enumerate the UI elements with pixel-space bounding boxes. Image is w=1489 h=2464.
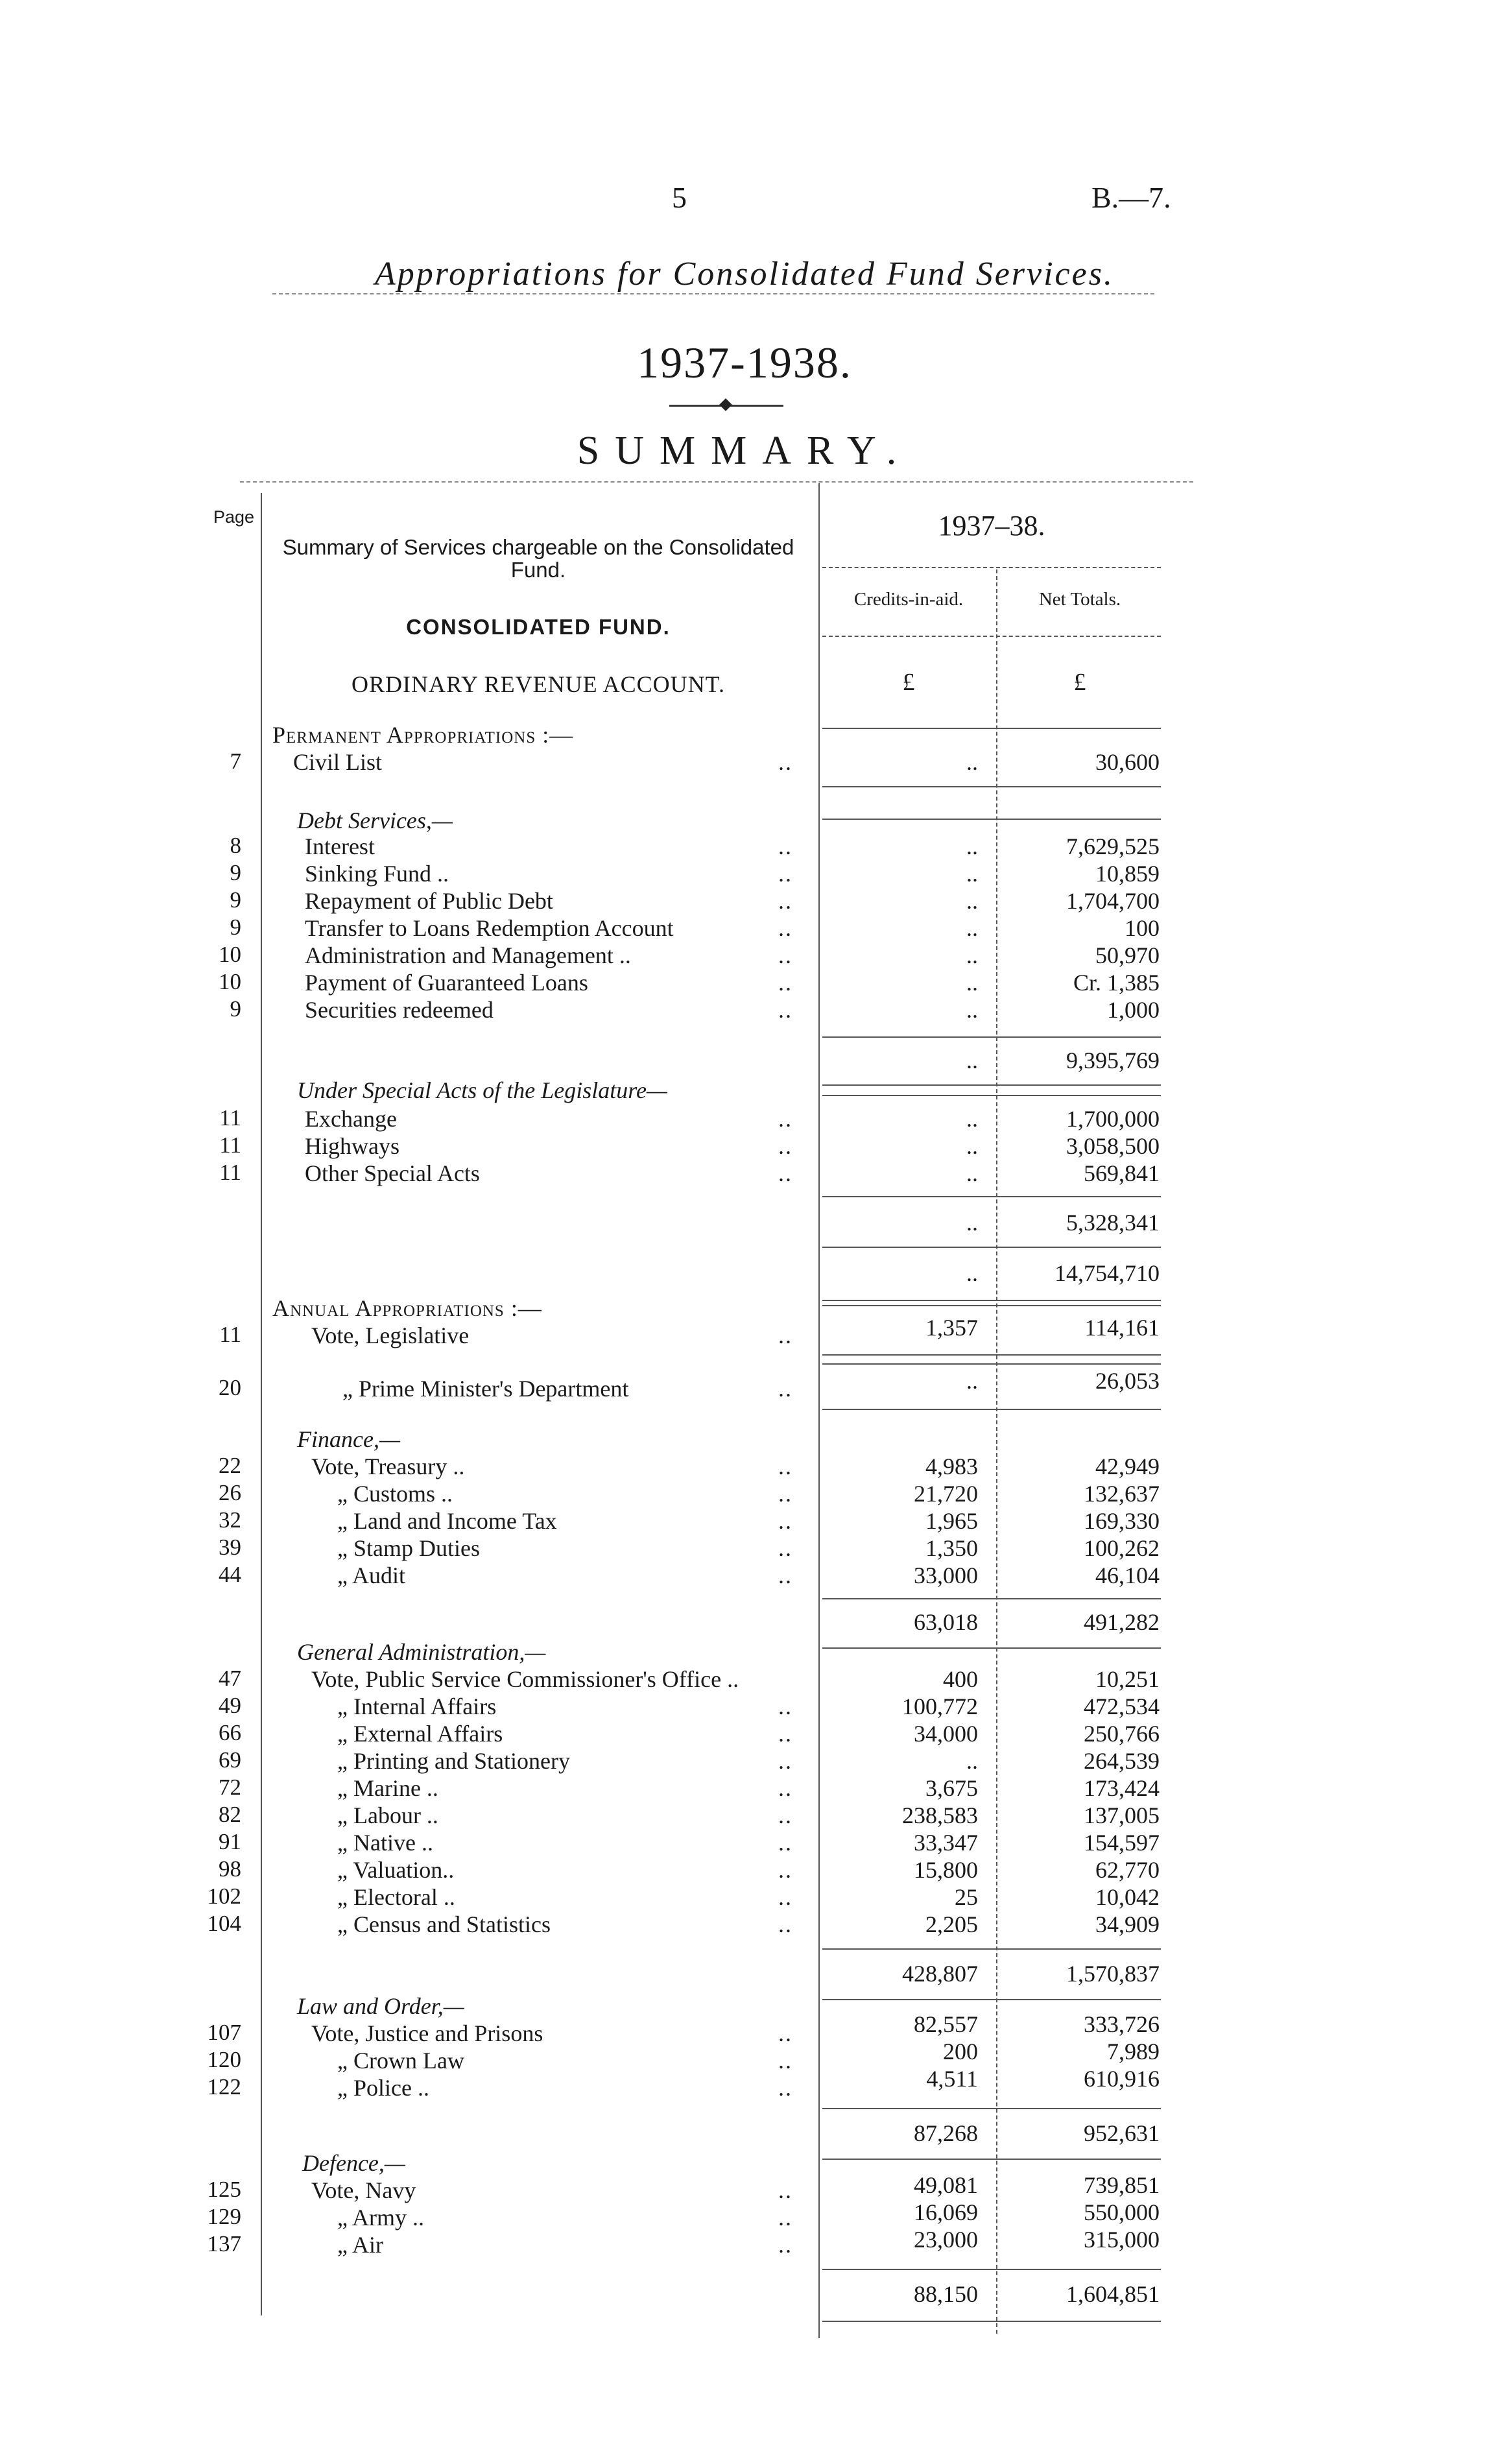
leader-dots: ..: [778, 833, 792, 859]
leader-dots: ..: [778, 1693, 792, 1719]
credits-cell: ..: [966, 915, 978, 941]
row-page: 120: [207, 2047, 241, 2072]
row-label: „ Printing and Stationery: [337, 1748, 570, 1774]
subtotal-credits: ..: [966, 1047, 978, 1073]
row-page: 20: [219, 1375, 241, 1400]
page-title: Appropriations for Consolidated Fund Services.: [375, 256, 1114, 293]
net-currency: £: [1073, 669, 1086, 696]
page-column-header: Page: [213, 507, 254, 527]
row-label: „ Valuation..: [337, 1857, 455, 1883]
row-label: „ Crown Law: [337, 2048, 464, 2074]
net-total-cell: 315,000: [1084, 2227, 1160, 2253]
row-label: „ Marine ..: [337, 1775, 438, 1801]
net-total-cell: 62,770: [1095, 1857, 1160, 1883]
leader-dots: ..: [778, 2205, 792, 2231]
fund-heading: CONSOLIDATED FUND.: [406, 615, 671, 639]
credits-cell: ..: [966, 942, 978, 968]
row-page: 10: [219, 942, 241, 967]
row-page: 9: [230, 915, 241, 940]
credits-column-header: Credits-in-aid.: [853, 589, 964, 610]
leader-dots: ..: [778, 1721, 792, 1747]
credits-cell: 15,800: [914, 1857, 978, 1883]
credits-cell: 100,772: [902, 1693, 978, 1719]
subtotal-net: 5,328,341: [1066, 1210, 1160, 1236]
leader-dots: ..: [778, 1911, 792, 1937]
row-page: 39: [219, 1535, 241, 1560]
credits-cell: 21,720: [914, 1481, 978, 1507]
row-label: „ Army ..: [337, 2205, 424, 2231]
net-total-cell: 739,851: [1084, 2172, 1160, 2198]
total-net: 14,754,710: [1054, 1260, 1160, 1286]
net-total-cell: 1,704,700: [1066, 888, 1160, 914]
row-label: „ External Affairs: [337, 1721, 503, 1747]
row-page: 82: [219, 1802, 241, 1827]
credits-cell: 34,000: [914, 1721, 978, 1747]
column-rule-page: [261, 493, 262, 2315]
credits-cell: 200: [943, 2039, 978, 2064]
rule: [822, 1598, 1161, 1599]
row-label: Payment of Guaranteed Loans: [305, 970, 588, 996]
row-page: 9: [230, 887, 241, 913]
credits-cell: ..: [966, 749, 978, 775]
row-label: „ Internal Affairs: [337, 1693, 497, 1719]
net-total-cell: 10,859: [1095, 861, 1160, 887]
row-label: „ Police ..: [337, 2075, 429, 2101]
leader-dots: ..: [778, 1857, 792, 1883]
row-page: 122: [207, 2074, 241, 2099]
credits-cell: 1,350: [925, 1535, 978, 1561]
leader-dots: ..: [778, 942, 792, 968]
leader-dots: ..: [778, 1453, 792, 1479]
row-label: Vote, Legislative: [311, 1322, 470, 1348]
leader-dots: ..: [778, 1884, 792, 1910]
rule: [822, 728, 1161, 729]
leader-dots: ..: [778, 1376, 792, 1402]
year-heading: 1937-1938.: [637, 338, 852, 387]
rule: [822, 1196, 1161, 1197]
credits-cell: 1,357: [925, 1315, 978, 1341]
row-label: Securities redeemed: [305, 997, 494, 1023]
rule: [822, 2269, 1161, 2270]
credits-cell: 33,347: [914, 1830, 978, 1856]
leader-dots: ..: [778, 1775, 792, 1801]
leader-dots: ..: [778, 1748, 792, 1774]
rule: [822, 1948, 1161, 1950]
row-page: 11: [219, 1322, 241, 1347]
rule: [822, 819, 1161, 820]
credits-currency: £: [902, 669, 915, 696]
rule: [822, 1247, 1161, 1248]
row-label: Repayment of Public Debt: [305, 888, 553, 914]
leader-dots: ..: [778, 2177, 792, 2203]
rule: [822, 2159, 1161, 2160]
row-label: „ Land and Income Tax: [337, 1508, 557, 1534]
column-head-rule: [822, 636, 1161, 637]
leader-dots: ..: [778, 1160, 792, 1186]
rule: [822, 1305, 1161, 1306]
credits-cell: ..: [966, 1160, 978, 1186]
leader-dots: ..: [778, 888, 792, 914]
leader-dots: ..: [778, 2048, 792, 2074]
net-total-cell: 550,000: [1084, 2199, 1160, 2225]
subtotal-net: 1,570,837: [1066, 1961, 1160, 1987]
rule: [822, 1300, 1161, 1301]
leader-dots: ..: [778, 1830, 792, 1856]
row-label: Vote, Public Service Commissioner's Office ..: [311, 1666, 739, 1692]
net-total-cell: 264,539: [1084, 1748, 1160, 1774]
row-page: 32: [219, 1507, 241, 1533]
leader-dots: ..: [778, 1562, 792, 1588]
net-total-cell: 10,042: [1095, 1884, 1160, 1910]
net-total-cell: 169,330: [1084, 1508, 1160, 1534]
leader-dots: ..: [778, 997, 792, 1023]
leader-dots: ..: [778, 2232, 792, 2258]
row-page: 125: [207, 2177, 241, 2202]
row-page: 11: [219, 1132, 241, 1158]
row-page: 7: [230, 748, 241, 774]
net-total-cell: 1,700,000: [1066, 1106, 1160, 1132]
row-label: „ Air: [337, 2232, 383, 2258]
credits-cell: ..: [966, 888, 978, 914]
subtotal-credits: ..: [966, 1210, 978, 1236]
net-total-cell: 26,053: [1095, 1368, 1160, 1394]
year-column-header: 1937–38.: [938, 510, 1045, 542]
net-total-cell: 46,104: [1095, 1562, 1160, 1588]
row-page: 26: [219, 1480, 241, 1505]
rule: [822, 1036, 1161, 1038]
net-total-cell: 114,161: [1084, 1315, 1160, 1341]
net-column-header: Net Totals.: [1038, 589, 1121, 610]
description-header: Summary of Services chargeable on the Consolidated Fund.: [282, 535, 794, 582]
credits-cell: 2,205: [925, 1911, 978, 1937]
credits-cell: 23,000: [914, 2227, 978, 2253]
net-total-cell: 100: [1125, 915, 1160, 941]
row-label: „ Census and Statistics: [337, 1911, 551, 1937]
leader-dots: ..: [778, 915, 792, 941]
row-label: Vote, Justice and Prisons: [311, 2020, 543, 2046]
column-rule-description: [818, 483, 820, 2338]
subtotal-net: 952,631: [1084, 2120, 1160, 2146]
net-total-cell: 30,600: [1095, 749, 1160, 775]
row-page: 107: [207, 2020, 241, 2045]
leader-dots: ..: [778, 1535, 792, 1561]
row-label: Administration and Management ..: [305, 942, 631, 968]
credits-cell: 4,983: [925, 1453, 978, 1479]
net-total-cell: 10,251: [1095, 1666, 1160, 1692]
rule: [822, 2321, 1161, 2322]
row-page: 49: [219, 1693, 241, 1718]
row-label: „ Stamp Duties: [337, 1535, 480, 1561]
row-page: 11: [219, 1160, 241, 1185]
row-page: 91: [219, 1829, 241, 1854]
net-total-cell: Cr. 1,385: [1073, 970, 1160, 996]
rule: [822, 1647, 1161, 1649]
rule: [822, 1084, 1161, 1086]
law-and-order-heading: Law and Order,—: [297, 1993, 464, 2019]
leader-dots: ..: [778, 1133, 792, 1159]
row-label: „ Electoral ..: [337, 1884, 455, 1910]
subtotal-credits: 87,268: [914, 2120, 978, 2146]
row-page: 11: [219, 1105, 241, 1130]
subtotal-net: 9,395,769: [1066, 1047, 1160, 1073]
finance-heading: Finance,—: [297, 1426, 400, 1452]
credits-cell: ..: [966, 1748, 978, 1774]
general-administration-heading: General Administration,—: [297, 1639, 546, 1665]
row-page: 129: [207, 2204, 241, 2229]
credits-cell: ..: [966, 1106, 978, 1132]
net-total-cell: 7,989: [1107, 2039, 1160, 2064]
net-total-cell: 610,916: [1084, 2066, 1160, 2092]
row-label: „ Audit: [337, 1562, 405, 1588]
row-page: 66: [219, 1720, 241, 1745]
column-rule-credits: [996, 569, 997, 2334]
leader-dots: ..: [778, 1322, 792, 1348]
defence-heading: Defence,—: [302, 2150, 405, 2176]
row-page: 72: [219, 1775, 241, 1800]
leader-dots: ..: [778, 1481, 792, 1507]
leader-dots: ..: [778, 1508, 792, 1534]
net-total-cell: 173,424: [1084, 1775, 1160, 1801]
rule: [822, 1363, 1161, 1365]
credits-cell: 238,583: [902, 1802, 978, 1828]
credits-cell: 33,000: [914, 1562, 978, 1588]
account-heading: ORDINARY REVENUE ACCOUNT.: [351, 671, 725, 697]
rule: [822, 1354, 1161, 1356]
row-page: 9: [230, 996, 241, 1022]
credits-cell: 1,965: [925, 1508, 978, 1534]
row-label: „ Labour ..: [337, 1802, 438, 1828]
net-total-cell: 137,005: [1084, 1802, 1160, 1828]
row-label: Interest: [305, 833, 375, 859]
row-page: 8: [230, 833, 241, 858]
credits-cell: 4,511: [926, 2066, 978, 2092]
credits-cell: 16,069: [914, 2199, 978, 2225]
row-page: 137: [207, 2231, 241, 2256]
row-page: 69: [219, 1747, 241, 1773]
subtotal-net: 491,282: [1084, 1609, 1160, 1635]
total-credits: ..: [966, 1260, 978, 1286]
leader-dots: ..: [778, 2075, 792, 2101]
document-code: B.—7.: [1091, 181, 1171, 214]
row-page: 44: [219, 1562, 241, 1587]
row-label: Vote, Treasury ..: [311, 1453, 465, 1479]
net-total-cell: 154,597: [1084, 1830, 1160, 1856]
net-total-cell: 569,841: [1084, 1160, 1160, 1186]
credits-cell: 3,675: [925, 1775, 978, 1801]
row-label: Sinking Fund ..: [305, 861, 449, 887]
credits-cell: ..: [966, 833, 978, 859]
subtotal-credits: 63,018: [914, 1609, 978, 1635]
credits-cell: ..: [966, 1133, 978, 1159]
credits-cell: ..: [966, 970, 978, 996]
title-rule: [272, 293, 1154, 294]
summary-rule: [240, 481, 1193, 483]
credits-cell: 49,081: [914, 2172, 978, 2198]
year-rule: [822, 567, 1161, 568]
net-total-cell: 100,262: [1084, 1535, 1160, 1561]
credits-cell: 82,557: [914, 2011, 978, 2037]
leader-dots: ..: [778, 861, 792, 887]
credits-cell: 25: [955, 1884, 978, 1910]
net-total-cell: 250,766: [1084, 1721, 1160, 1747]
row-label: Civil List: [293, 749, 383, 775]
row-page: 104: [207, 1911, 241, 1936]
row-label: Other Special Acts: [305, 1160, 480, 1186]
row-label: Transfer to Loans Redemption Account: [305, 915, 674, 941]
row-page: 10: [219, 969, 241, 994]
leader-dots: ..: [778, 970, 792, 996]
permanent-heading: Permanent Appropriations :—: [272, 722, 574, 748]
net-total-cell: 472,534: [1084, 1693, 1160, 1719]
debt-services-heading: Debt Services,—: [297, 807, 453, 833]
row-label: „ Customs ..: [337, 1481, 453, 1507]
credits-cell: ..: [966, 997, 978, 1023]
row-page: 102: [207, 1884, 241, 1909]
page-number: 5: [672, 181, 687, 214]
rule: [822, 1409, 1161, 1410]
subtotal-credits: 88,150: [914, 2281, 978, 2307]
net-total-cell: 7,629,525: [1066, 833, 1160, 859]
row-page: 9: [230, 860, 241, 885]
row-label: Vote, Navy: [311, 2177, 416, 2203]
leader-dots: ..: [778, 749, 792, 775]
row-label: Exchange: [305, 1106, 397, 1132]
summary-heading: SUMMARY.: [577, 429, 912, 473]
net-total-cell: 1,000: [1107, 997, 1160, 1023]
rule: [822, 1095, 1161, 1096]
rule: [822, 1999, 1161, 2000]
subtotal-credits: 428,807: [902, 1961, 978, 1987]
rule: [822, 786, 1161, 787]
row-label: Highways: [305, 1133, 399, 1159]
subtotal-net: 1,604,851: [1066, 2281, 1160, 2307]
net-total-cell: 333,726: [1084, 2011, 1160, 2037]
leader-dots: ..: [778, 2020, 792, 2046]
row-page: 47: [219, 1666, 241, 1691]
rule: [822, 2108, 1161, 2109]
row-label: „ Prime Minister's Department: [342, 1376, 629, 1402]
leader-dots: ..: [778, 1802, 792, 1828]
row-page: 98: [219, 1856, 241, 1882]
net-total-cell: 42,949: [1095, 1453, 1160, 1479]
credits-cell: 400: [943, 1666, 978, 1692]
ornament-diamond: [719, 398, 732, 411]
leader-dots: ..: [778, 1106, 792, 1132]
net-total-cell: 132,637: [1084, 1481, 1160, 1507]
net-total-cell: 50,970: [1095, 942, 1160, 968]
row-page: 22: [219, 1453, 241, 1478]
credits-cell: ..: [966, 1368, 978, 1394]
row-label: „ Native ..: [337, 1830, 433, 1856]
special-acts-heading: Under Special Acts of the Legislature—: [297, 1077, 667, 1103]
credits-cell: ..: [966, 861, 978, 887]
annual-heading: Annual Appropriations :—: [272, 1295, 542, 1321]
net-total-cell: 3,058,500: [1066, 1133, 1160, 1159]
net-total-cell: 34,909: [1095, 1911, 1160, 1937]
